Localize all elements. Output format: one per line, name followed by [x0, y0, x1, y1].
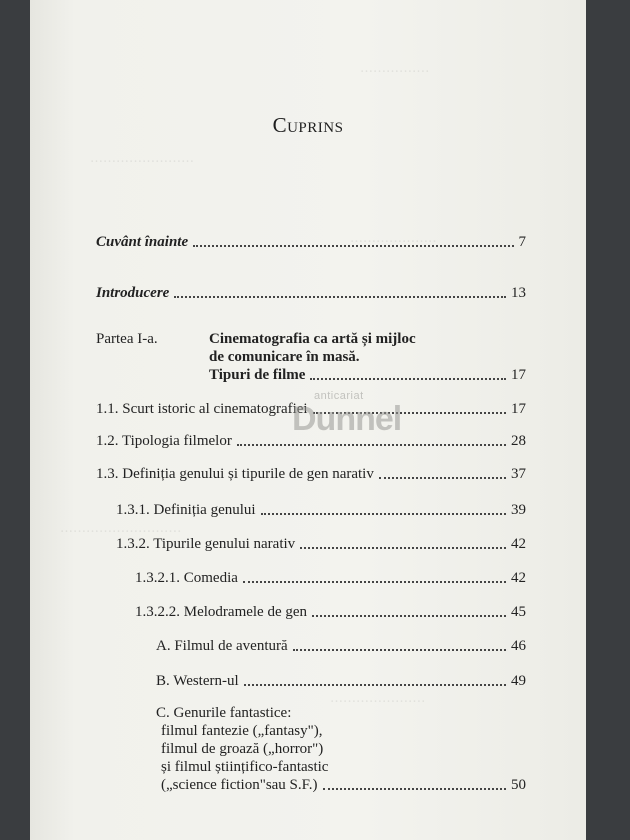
toc-entry-cuvant-inainte: [96, 233, 526, 251]
book-page: [30, 0, 586, 840]
toc-entry-page: 46: [511, 638, 526, 654]
toc-leader-dots: [312, 615, 506, 617]
toc-entry-label: C. Genurile fantastice:: [156, 705, 292, 721]
toc-leader-dots: [261, 513, 506, 515]
toc-leader-dots: [193, 245, 513, 247]
toc-entry-label: 1.1. Scurt istoric al cinematografiei: [96, 401, 308, 417]
toc-leader-dots: [310, 378, 506, 380]
toc-entry-1-3-2: [116, 535, 526, 553]
toc-leader-dots: [237, 444, 506, 446]
toc-entry-page: 49: [511, 673, 526, 689]
part-prefix: Partea I-a.: [96, 331, 158, 347]
toc-entry-page: 13: [511, 285, 526, 301]
toc-entry-1-3: [96, 465, 526, 483]
toc-entry-label: 1.3.2. Tipurile genului narativ: [116, 536, 296, 552]
show-through-text: ‥‥‥‥‥‥‥‥‥‥‥: [330, 690, 426, 705]
toc-entry-introducere: [96, 284, 526, 302]
toc-entry-label-line: filmul de groază („horror"): [161, 741, 324, 757]
watermark-text: Dunnel: [292, 400, 402, 438]
toc-leader-dots: [243, 581, 506, 583]
toc-entry-page: 50: [511, 777, 526, 793]
toc-entry-label: A. Filmul de aventură: [156, 638, 288, 654]
part-title-line: Cinematografia ca artă și mijloc: [209, 331, 416, 347]
toc-entry-page: 42: [511, 536, 526, 552]
watermark-text: anticariat: [314, 390, 364, 402]
toc-entry-page: 17: [511, 401, 526, 417]
toc-leader-dots: [293, 649, 506, 651]
toc-entry-b: [156, 672, 526, 690]
show-through-text: ‥‥‥‥‥‥‥‥‥‥‥‥: [90, 150, 195, 165]
toc-entry-label-line: („science fiction"sau S.F.): [161, 777, 318, 793]
toc-entry-partea-1-last-line: [209, 366, 526, 384]
toc-leader-dots: [323, 788, 506, 790]
toc-entry-label: Introducere: [96, 285, 170, 301]
toc-entry-label: 1.3.1. Definiția genului: [116, 502, 256, 518]
toc-entry-c: [156, 704, 526, 776]
toc-entry-page: 42: [511, 570, 526, 586]
part-title-line: de comunicare în masă.: [209, 349, 360, 365]
toc-leader-dots: [244, 684, 506, 686]
toc-entry-page: 37: [511, 466, 526, 482]
show-through-text: ‥‥‥‥‥‥‥‥‥‥‥‥‥‥: [60, 520, 182, 535]
toc-entry-label: 1.3. Definiția genului și tipurile de gen narativ: [96, 466, 374, 482]
toc-leader-dots: [379, 477, 506, 479]
show-through-text: ‥‥‥‥‥‥‥‥: [360, 60, 430, 75]
toc-leader-dots: [300, 547, 506, 549]
toc-entry-label: 1.3.2.2. Melodramele de gen: [135, 604, 308, 620]
toc-entry-label: 1.3.2.1. Comedia: [135, 570, 238, 586]
toc-entry-a: [156, 637, 526, 655]
toc-entry-page: 7: [518, 234, 526, 250]
toc-entry-page: 39: [511, 502, 526, 518]
toc-entry-1-3-1: [116, 501, 526, 519]
toc-entry-label: 1.2. Tipologia filmelor: [96, 433, 232, 449]
toc-entry-label-line: filmul fantezie („fantasy"),: [161, 723, 323, 739]
toc-leader-dots: [174, 296, 506, 298]
toc-entry-1-3-2-2: [135, 603, 526, 621]
toc-entry-label: Cuvânt înainte: [96, 234, 189, 250]
toc-entry-label-line: și filmul științifico-fantastic: [161, 759, 329, 775]
page-title: Cuprins: [272, 113, 344, 137]
toc-entry-label: B. Western-ul: [156, 673, 239, 689]
toc-entry-c-last-line: [161, 776, 526, 794]
toc-entry-1-3-2-1: [135, 569, 526, 587]
show-through-text: ‥‥‥‥‥‥‥‥‥‥: [350, 230, 437, 245]
toc-entry-page: 17: [511, 367, 526, 383]
toc-entry-page: 28: [511, 433, 526, 449]
toc-entry-page: 45: [511, 604, 526, 620]
part-title-line: Tipuri de filme: [209, 367, 306, 383]
